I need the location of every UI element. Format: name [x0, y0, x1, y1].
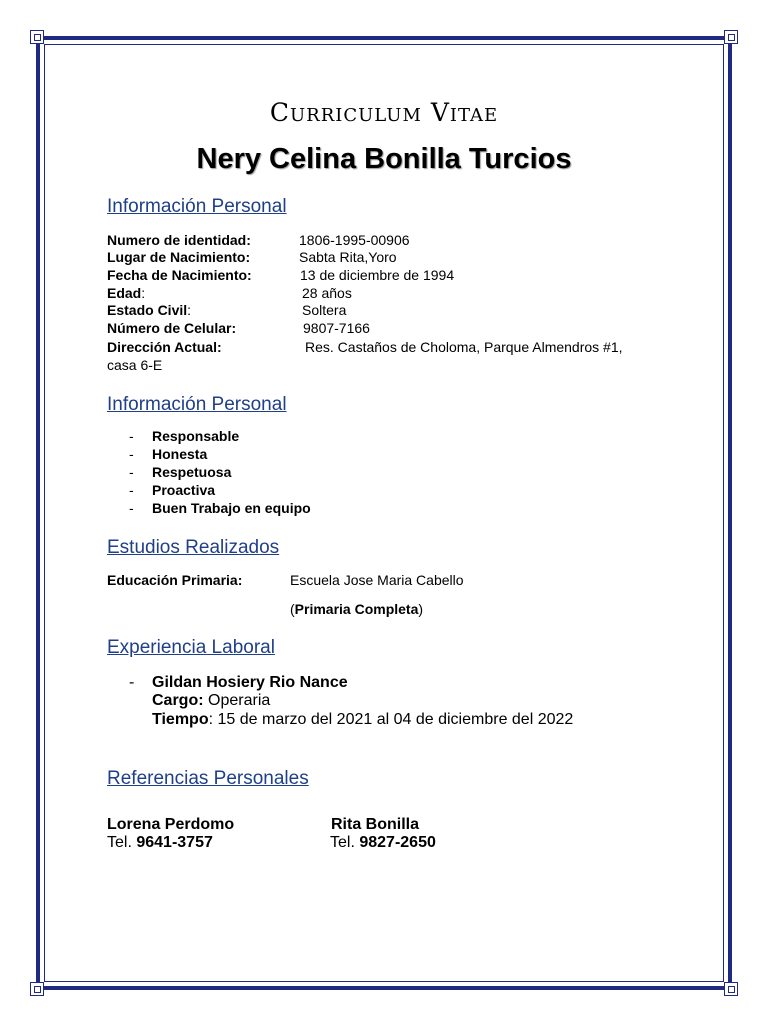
info-value-address-continuation: casa 6-E [107, 357, 163, 373]
info-value-age: 28 años [302, 285, 352, 301]
info-label-id: Numero de identidad: [107, 232, 251, 248]
reference-phone-prefix: Tel. [107, 834, 132, 851]
reference-phone [107, 834, 213, 852]
info-value-id: 1806-1995-00906 [299, 232, 410, 248]
info-label-age-text: Edad [107, 285, 142, 301]
reference-phone [330, 834, 436, 852]
info-label-age-colon: : [141, 285, 146, 301]
bullet-dash: - [129, 464, 134, 480]
section-heading-qualities: Información Personal [107, 394, 287, 415]
quality-item: Buen Trabajo en equipo [152, 500, 311, 516]
info-value-birthplace: Sabta Rita,Yoro [299, 249, 397, 265]
info-label-address: Dirección Actual: [107, 339, 222, 355]
bullet-dash: - [129, 500, 134, 516]
bullet-dash: - [129, 446, 134, 462]
info-label-birthdate: Fecha de Nacimiento: [107, 267, 252, 283]
reference-phone-number: 9641-3757 [136, 834, 213, 851]
experience-position [152, 692, 270, 710]
reference-phone-number: 9827-2650 [359, 834, 436, 851]
info-label-phone: Número de Celular: [107, 320, 237, 336]
experience-company: Gildan Hosiery Rio Nance [152, 674, 348, 691]
info-value-phone: 9807-7166 [303, 320, 370, 336]
education-label: Educación Primaria: [107, 572, 243, 588]
quality-item: Honesta [152, 446, 208, 462]
quality-item: Proactiva [152, 482, 216, 498]
quality-item: Responsable [152, 428, 240, 444]
info-value-address: Res. Castaños de Choloma, Parque Almendros #1, [305, 339, 623, 355]
info-label-civil-status [107, 302, 191, 318]
education-status-open-paren: ( [290, 601, 295, 617]
education-status-text: Primaria Completa [294, 601, 419, 617]
experience-time-label: Tiempo [152, 711, 209, 728]
info-label-birthplace: Lugar de Nacimiento: [107, 249, 251, 265]
education-status-close-paren: ) [418, 601, 424, 617]
border-corner-ornament [30, 30, 44, 44]
experience-position-label: Cargo: [152, 692, 204, 709]
info-label-civil-status-text: Estado Civil [107, 302, 188, 318]
education-status [290, 601, 423, 617]
info-label-civil-status-colon: : [187, 302, 192, 318]
border-corner-ornament [724, 982, 738, 996]
section-heading-experience: Experiencia Laboral [107, 637, 275, 658]
info-value-birthdate: 13 de diciembre de 1994 [300, 267, 455, 283]
candidate-name: Nery Celina Bonilla Turcios [196, 143, 572, 175]
quality-item: Respetuosa [152, 464, 232, 480]
info-value-civil-status: Soltera [302, 302, 347, 318]
border-corner-ornament [30, 982, 44, 996]
section-heading-personal-info: Información Personal [107, 196, 287, 217]
experience-position-value: Operaria [208, 692, 271, 709]
bullet-dash: - [129, 428, 134, 444]
section-heading-references: Referencias Personales [107, 768, 309, 789]
reference-name: Rita Bonilla [331, 816, 420, 833]
section-heading-education: Estudios Realizados [107, 537, 280, 558]
experience-time [152, 711, 573, 729]
reference-name: Lorena Perdomo [107, 816, 235, 833]
reference-phone-prefix: Tel. [330, 834, 355, 851]
border-corner-ornament [724, 30, 738, 44]
experience-time-value: : 15 de marzo del 2021 al 04 de diciembre del 2022 [208, 711, 574, 728]
bullet-dash: - [129, 482, 134, 498]
document-title: Curriculum Vitae [269, 98, 499, 127]
bullet-dash: - [129, 674, 135, 691]
education-school: Escuela Jose Maria Cabello [290, 572, 464, 588]
info-label-age [107, 285, 145, 301]
